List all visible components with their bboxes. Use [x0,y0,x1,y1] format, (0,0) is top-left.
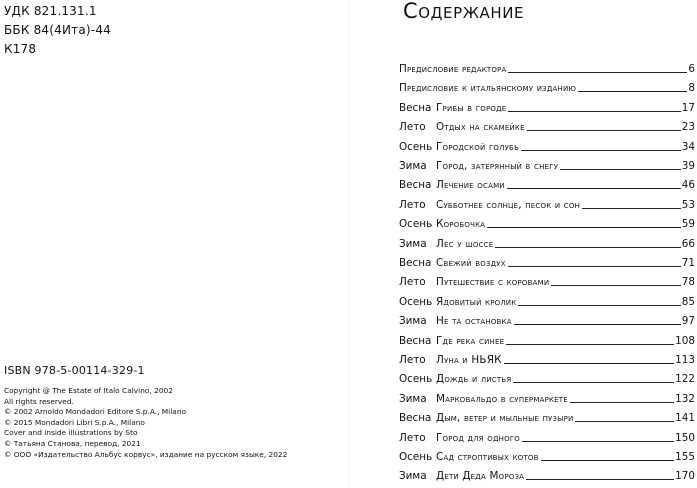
toc-page-number: 97 [681,315,695,328]
toc-page-number: 71 [681,257,695,269]
author-sign: К178 [4,42,37,56]
toc-leader-line [551,285,680,286]
toc-page-number: 17 [681,101,695,114]
toc-season: Осень [399,140,433,153]
toc-leader-line [514,324,681,325]
toc-page-number: 113 [675,354,695,366]
toc-page-number: 170 [675,470,695,483]
toc-season: Зима [399,392,427,405]
toc-entry [399,210,695,230]
copyright-line: Copyright @ The Estate of Italo Calvino, 2002 [4,386,173,395]
toc-season: Лето [399,354,426,366]
toc-leader-line [582,208,681,209]
toc-page-number: 141 [675,412,695,425]
toc-page-number: 59 [681,218,695,231]
toc-page-number: 23 [681,121,695,134]
toc-leader-line [508,72,687,73]
copyright-line: © ООО «Издательство Альбус корвус», издание на русском языке, 2022 [4,449,288,459]
toc-title-text: Дождь и листья [436,373,512,386]
toc-title: Содержание [403,0,525,23]
toc-title-text: Лес у шоссе [436,237,494,250]
toc-title-text: Субботнее солнце, песок и сон [436,198,581,211]
toc-entry [399,133,695,153]
toc-page-number: 155 [675,451,695,463]
toc-title-text: Ядовитый кролик [436,295,517,308]
toc-title-text: Где река синее [436,334,505,347]
toc-title-text: Городской голубь [436,140,520,153]
toc-title-text: Дети Деда Мороза [436,470,525,483]
copyright-line: © 2002 Arnoldo Mondadori Editore S.p.A., Milano [4,407,187,417]
toc-entry [399,249,695,269]
copyright-block [4,386,287,460]
toc-season: Весна [399,334,432,347]
toc-leader-line [504,363,674,364]
toc-entry [399,443,695,463]
toc-leader-line [508,266,681,267]
toc-season: Лето [399,276,426,289]
toc-page-number: 132 [675,392,695,405]
toc-entry [399,365,695,385]
udc-code: УДК 821.131.1 [4,4,97,18]
toc-season: Лето [399,431,426,444]
toc-leader-line [518,305,680,306]
toc-title-text: Марковальдо в супермаркете [436,392,568,405]
toc-title-text: Не та остановка [436,315,512,328]
toc-title-text: Сад строптивых котов [436,451,539,463]
toc-page-number: 108 [675,334,695,347]
toc-leader-line [541,460,675,461]
copyright-line: Cover and inside illustrations by Sto [4,428,138,438]
toc-season: Лето [399,121,426,134]
toc-season: Зима [399,160,427,172]
toc-leader-line [522,441,674,442]
toc-leader-line [495,247,680,248]
toc-page-number: 6 [688,63,695,75]
toc-title-text: Лечение осами [436,179,505,192]
toc-title-text: Свежий воздух [436,257,506,269]
toc-entry [399,191,695,211]
toc-entry [399,307,695,327]
toc-entry [399,404,695,424]
toc-page-number: 150 [675,431,695,444]
toc-season: Зима [399,237,427,250]
toc-leader-line [570,402,674,403]
toc-title-text: Коробочка [436,218,486,231]
toc-leader-line [560,169,681,170]
copyright-line: © 2015 Mondadori Libri S.p.A., Milano [4,417,145,427]
classification-codes [4,2,111,59]
toc-season: Весна [399,101,432,114]
toc-entry [399,327,695,347]
copyright-line: © Татьяна Станова, перевод, 2021 [4,438,141,448]
toc-entry [399,288,695,308]
toc-leader-line [578,91,687,92]
toc-page-number: 85 [681,295,695,308]
toc-season: Весна [399,257,432,269]
toc-entry [399,94,695,114]
toc-leader-line [527,130,681,131]
copyright-line: All rights reserved. [4,396,74,406]
toc-season: Осень [399,218,433,231]
toc-entry [399,346,695,366]
toc-title-text: Луна и НЬЯК [436,354,502,366]
toc-leader-line [487,227,680,228]
toc-season: Зима [399,470,427,483]
toc-entry [399,113,695,133]
right-page [349,0,697,488]
toc-entry [399,385,695,405]
isbn: ISBN 978-5-00114-329-1 [4,364,145,377]
toc-entry [399,230,695,250]
toc-entry [399,55,695,75]
toc-page-number: 34 [681,140,695,153]
toc-title-text: Предисловие редактора [399,63,507,75]
toc-leader-line [508,111,680,112]
toc-season: Осень [399,295,433,308]
toc-page-number: 46 [681,179,695,192]
toc-entry [399,462,695,482]
toc-leader-line [513,382,674,383]
toc-page-number: 53 [681,198,695,211]
toc-entry [399,74,695,94]
toc-leader-line [507,188,681,189]
toc-title-text: Дым, ветер и мыльные пузыри [436,412,574,425]
toc-title-text: Грибы в городе [436,101,507,114]
toc-entry [399,171,695,191]
toc-leader-line [526,479,674,480]
toc-page-number: 66 [681,237,695,250]
toc-season: Весна [399,179,432,192]
toc-season: Лето [399,198,426,211]
toc-season: Весна [399,412,432,425]
toc-leader-line [506,344,674,345]
toc-season: Зима [399,315,427,328]
left-page [0,0,348,488]
toc-entry [399,152,695,172]
toc-page-number: 39 [681,160,695,172]
toc-page-number: 78 [681,276,695,289]
bbk-code: ББК 84(4Ита)-44 [4,23,111,37]
toc-title-text: Предисловие к итальянскому изданию [399,82,577,95]
toc-leader-line [521,150,681,151]
toc-page-number: 122 [675,373,695,386]
toc-title-text: Город, затерянный в снегу [436,160,559,172]
toc-title-text: Путешествие с коровами [436,276,550,289]
toc-page-number: 8 [688,82,695,95]
toc-entry [399,268,695,288]
toc-title-text: Отдых на скамейке [436,121,525,134]
toc-title-text: Город для одного [436,431,520,444]
toc-leader-line [575,421,674,422]
toc-entry [399,424,695,444]
toc-season: Осень [399,373,433,386]
toc-season: Осень [399,451,433,463]
